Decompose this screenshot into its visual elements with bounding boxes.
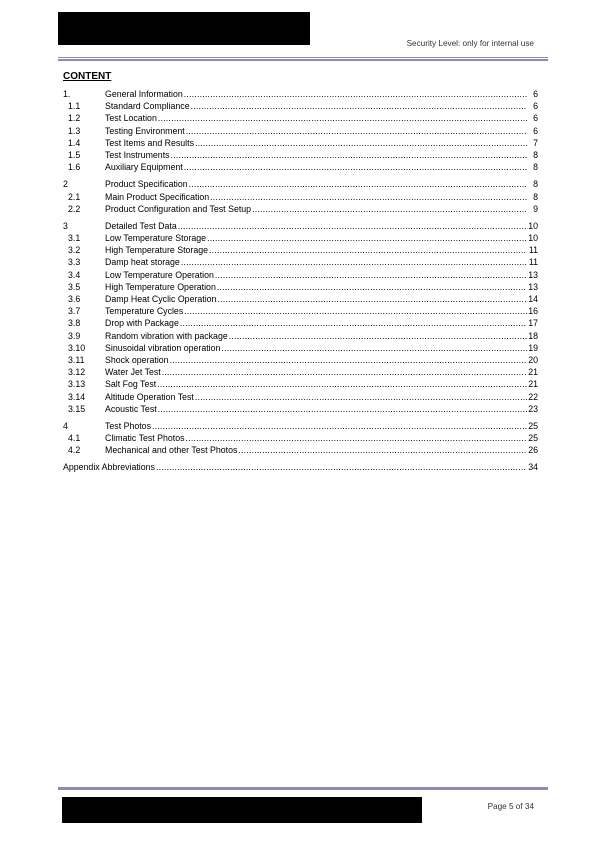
toc-entry[interactable] — [63, 305, 538, 317]
toc-entry[interactable] — [63, 378, 538, 390]
toc-entry-number: 3.9 — [68, 330, 81, 341]
toc-entry-number: 3.6 — [68, 294, 81, 304]
toc-entry-label: Test Items and Results — [105, 137, 194, 148]
toc-entry-label: Temperature Cycles — [105, 306, 184, 317]
toc-entry-number: 1.2 — [68, 113, 81, 124]
toc-dot-leader — [191, 100, 527, 112]
toc-entry-label: Climatic Test Photos — [105, 433, 185, 444]
toc-entry-label: Appendix Abbreviations — [63, 462, 155, 473]
toc-entry-label: High Temperature Operation — [105, 281, 216, 292]
toc-entry-label: Altitude Operation Test — [105, 391, 194, 402]
toc-entry[interactable] — [63, 256, 538, 268]
toc-entry-number: 3.4 — [68, 269, 81, 280]
toc-entry-page: 8 — [533, 162, 538, 173]
toc-dot-leader — [162, 366, 527, 378]
toc-entry-page: 18 — [528, 330, 538, 341]
toc-dot-leader — [158, 403, 527, 415]
toc-entry-number: 2.2 — [68, 203, 81, 214]
toc-entry-number: 1.4 — [68, 137, 81, 148]
toc-entry[interactable] — [63, 191, 538, 203]
toc-entry[interactable] — [63, 178, 538, 190]
toc-entry[interactable] — [63, 342, 538, 354]
toc-dot-leader — [184, 305, 527, 317]
toc-entry-number: 3.10 — [68, 342, 86, 353]
toc-entry-number: 4.2 — [68, 445, 81, 456]
toc-entry-number: 3.12 — [68, 367, 86, 378]
toc-entry[interactable] — [63, 317, 538, 329]
toc-dot-leader — [156, 461, 527, 473]
toc-entry[interactable] — [63, 403, 538, 415]
toc-entry-number: 2 — [63, 179, 68, 190]
toc-entry-page: 25 — [528, 433, 538, 444]
toc-entry[interactable] — [63, 444, 538, 456]
footer-rule — [58, 786, 548, 790]
toc-entry[interactable] — [63, 432, 538, 444]
toc-entry-number: 3 — [63, 220, 68, 231]
toc-entry-label: Acoustic Test — [105, 403, 157, 414]
toc-entry-page: 6 — [533, 89, 538, 99]
toc-entry-label: Random vibration with package — [105, 330, 228, 341]
toc-entry[interactable] — [63, 232, 538, 244]
toc-dot-leader — [189, 178, 527, 190]
security-level-label: Security Level: only for internal use — [406, 39, 534, 48]
toc-entry-label: Product Specification — [105, 179, 188, 190]
toc-dot-leader — [152, 420, 527, 432]
toc-entry[interactable] — [63, 269, 538, 281]
toc-entry[interactable] — [63, 391, 538, 403]
toc-dot-leader — [195, 137, 527, 149]
toc-entry-label: Test Photos — [105, 420, 151, 431]
toc-entry[interactable] — [63, 244, 538, 256]
toc-dot-leader — [184, 161, 527, 173]
toc-entry[interactable] — [63, 420, 538, 432]
toc-dot-leader — [170, 354, 527, 366]
toc-entry-page: 6 — [533, 125, 538, 136]
toc-entry-number: 4.1 — [68, 433, 81, 444]
toc-dot-leader — [207, 232, 527, 244]
toc-entry-label: Main Product Specification — [105, 191, 210, 202]
toc-entry-number: 1.1 — [68, 101, 81, 112]
toc-dot-leader — [157, 378, 527, 390]
toc-entry[interactable] — [63, 203, 538, 215]
toc-entry-page: 6 — [533, 101, 538, 112]
toc-entry[interactable] — [63, 354, 538, 366]
toc-entry-label: Drop with Package — [105, 318, 179, 329]
toc-entry-label: Auxiliary Equipment — [105, 162, 183, 173]
toc-entry-label: Detailed Test Data — [105, 220, 177, 231]
toc-entry-label: Shock operation — [105, 354, 169, 365]
toc-entry-page: 9 — [533, 203, 538, 214]
toc-entry-page: 19 — [528, 342, 538, 353]
toc-entry-page: 10 — [528, 220, 538, 231]
toc-dot-leader — [217, 293, 527, 305]
toc-entry-page: 26 — [528, 445, 538, 456]
toc-appendix-entry[interactable] — [63, 461, 538, 473]
toc-entry[interactable] — [63, 112, 538, 124]
toc-entry-label: Water Jet Test — [105, 367, 161, 378]
toc-entry-page: 6 — [533, 113, 538, 124]
toc-entry-page: 10 — [528, 233, 538, 244]
toc-entry-page: 34 — [528, 462, 538, 473]
toc-entry-label: Testing Environment — [105, 125, 185, 136]
toc-dot-leader — [252, 203, 527, 215]
toc-dot-leader — [186, 432, 527, 444]
toc-dot-leader — [210, 191, 527, 203]
toc-entry-label: Product Configuration and Test Setup — [105, 203, 252, 214]
toc-entry-label: Mechanical and other Test Photos — [105, 445, 238, 456]
toc-entry-page: 8 — [533, 191, 538, 202]
toc-entry-label: Standard Compliance — [105, 101, 190, 112]
toc-entry-number: 3.8 — [68, 318, 81, 329]
toc-entry-page: 23 — [528, 403, 538, 414]
toc-entry-page: 8 — [533, 149, 538, 160]
toc-dot-leader — [181, 256, 527, 268]
toc-entry[interactable] — [63, 220, 538, 232]
toc-entry-number: 1.3 — [68, 125, 81, 136]
toc-entry-label: Sinusoidal vibration operation — [105, 342, 221, 353]
toc-entry-label: Low Temperature Storage — [105, 233, 207, 244]
toc-entry-page: 25 — [528, 420, 538, 431]
toc-entry-page: 20 — [528, 354, 538, 365]
toc-entry-label: Test Location — [105, 113, 157, 124]
toc-dot-leader — [180, 317, 527, 329]
toc-entry-label: Damp Heat Cyclic Operation — [105, 294, 217, 304]
toc-entry-page: 17 — [528, 318, 538, 329]
toc-entry[interactable] — [63, 281, 538, 293]
toc-entry-page: 13 — [528, 269, 538, 280]
toc-entry[interactable] — [63, 125, 538, 137]
toc-entry-page: 14 — [528, 294, 538, 304]
toc-dot-leader — [184, 88, 527, 100]
toc-entry-number: 3.7 — [68, 306, 81, 317]
toc-entry-number: 3.3 — [68, 257, 81, 268]
toc-entry-number: 3.5 — [68, 281, 81, 292]
toc-dot-leader — [178, 220, 527, 232]
toc-entry-page: 16 — [528, 306, 538, 317]
content-title: CONTENT — [63, 71, 112, 82]
toc-entry-number: 4 — [63, 420, 68, 431]
toc-dot-leader — [217, 281, 527, 293]
header-rule — [58, 57, 548, 61]
toc-entry-number: 1.5 — [68, 149, 81, 160]
toc-dot-leader — [229, 330, 527, 342]
toc-entry-label: Test Instruments — [105, 149, 170, 160]
toc-entry[interactable] — [63, 293, 538, 305]
toc-dot-leader — [215, 269, 527, 281]
toc-entry-number: 3.2 — [68, 245, 81, 256]
toc-entry-page: 11 — [528, 257, 538, 268]
toc-entry-page: 21 — [528, 367, 538, 378]
toc-dot-leader — [171, 149, 527, 161]
toc-entry-label: High Temperature Storage — [105, 245, 209, 256]
toc-entry-page: 8 — [533, 179, 538, 190]
toc-entry-label: Salt Fog Test — [105, 379, 157, 390]
toc-entry[interactable] — [63, 161, 538, 173]
toc-entry[interactable] — [63, 137, 538, 149]
toc-entry-number: 1. — [63, 89, 71, 99]
toc-entry-number: 1.6 — [68, 162, 81, 173]
toc-entry[interactable] — [63, 149, 538, 161]
toc-entry[interactable] — [63, 330, 538, 342]
toc-entry-page: 21 — [528, 379, 538, 390]
toc-dot-leader — [221, 342, 527, 354]
toc-entry-label: Low Temperature Operation — [105, 269, 214, 280]
page-number: Page 5 of 34 — [487, 802, 534, 811]
toc-entry-page: 13 — [528, 281, 538, 292]
toc-entry-page: 22 — [528, 391, 538, 402]
toc-entry[interactable] — [63, 88, 538, 100]
toc-entry[interactable] — [63, 366, 538, 378]
table-of-contents — [63, 88, 538, 474]
toc-entry-number: 3.15 — [68, 403, 86, 414]
redacted-header-block — [58, 12, 310, 45]
toc-entry-number: 2.1 — [68, 191, 81, 202]
toc-entry[interactable] — [63, 100, 538, 112]
toc-dot-leader — [195, 391, 527, 403]
toc-entry-page: 7 — [533, 137, 538, 148]
toc-dot-leader — [158, 112, 527, 124]
redacted-footer-block — [62, 797, 422, 823]
toc-dot-leader — [186, 125, 527, 137]
toc-entry-page: 11 — [528, 245, 538, 256]
toc-entry-label: General Information — [105, 89, 183, 99]
toc-entry-label: Damp heat storage — [105, 257, 180, 268]
toc-entry-number: 3.1 — [68, 233, 81, 244]
toc-entry-number: 3.11 — [68, 354, 85, 365]
toc-entry-number: 3.14 — [68, 391, 86, 402]
toc-entry-number: 3.13 — [68, 379, 86, 390]
toc-dot-leader — [238, 444, 527, 456]
toc-dot-leader — [209, 244, 527, 256]
